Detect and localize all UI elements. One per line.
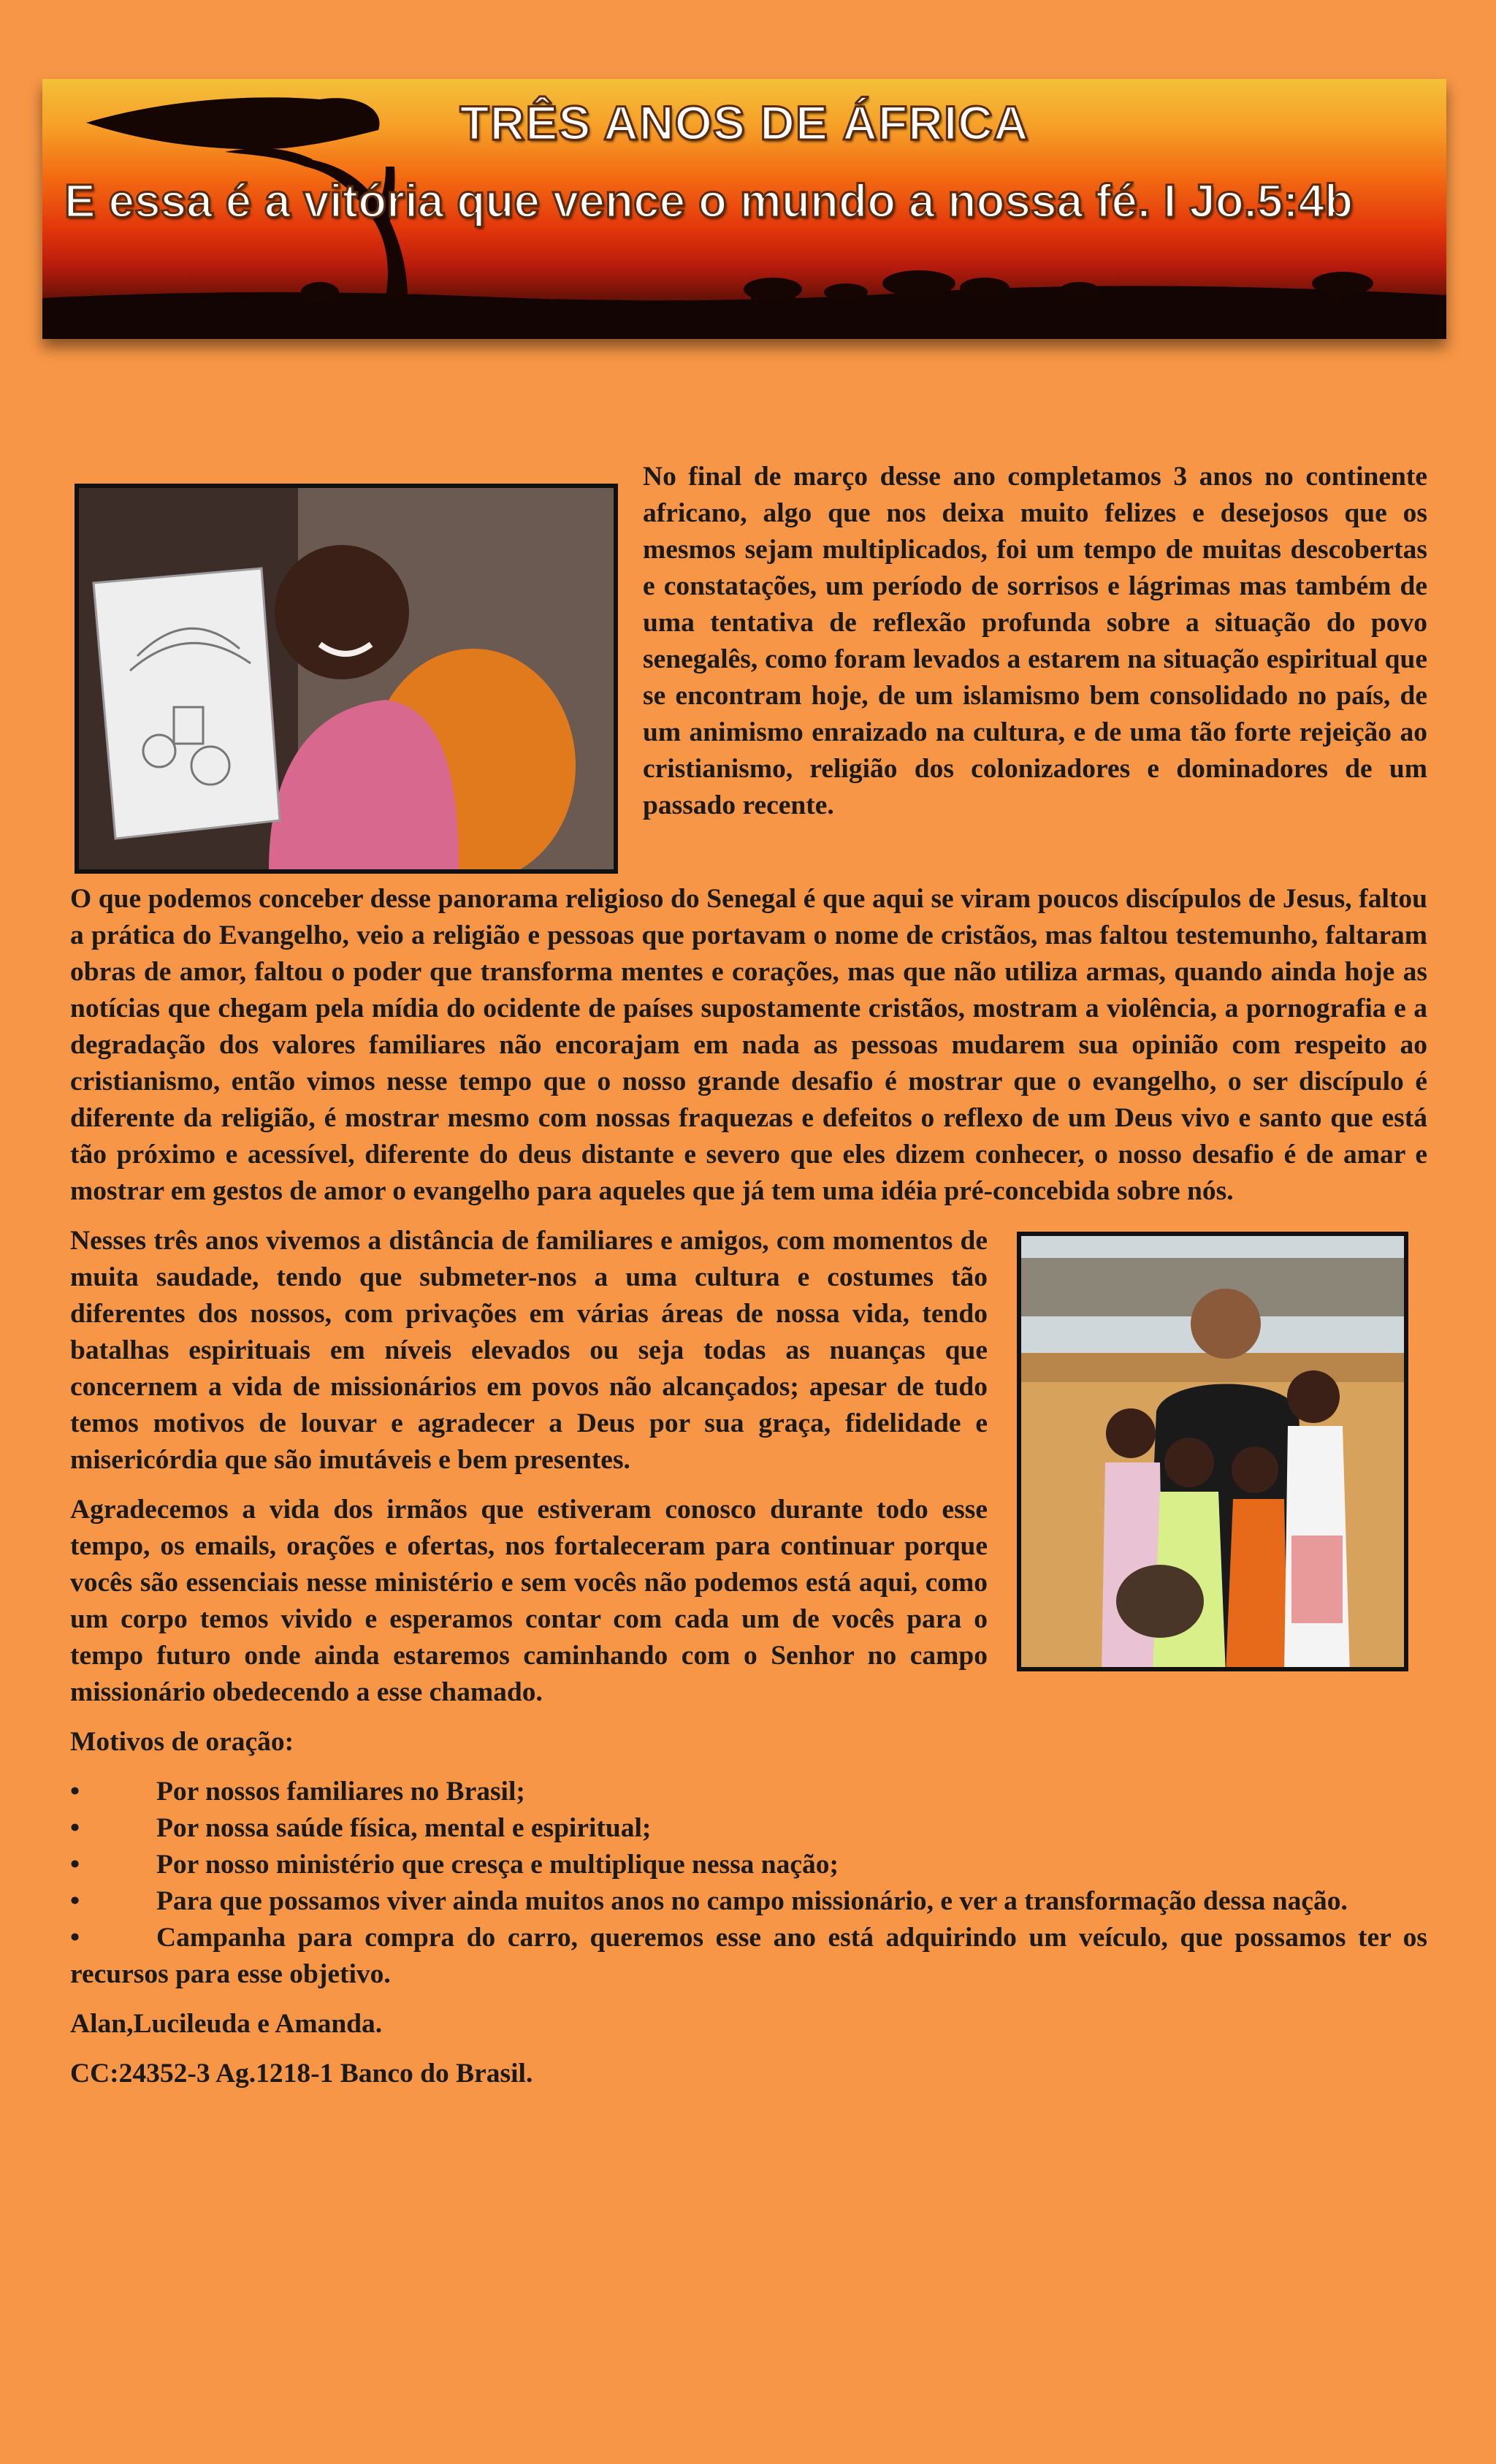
prayer-heading: Motivos de oração: [70, 1727, 294, 1757]
photo-girl-with-drawing [75, 484, 618, 874]
bullet-icon: • [70, 1777, 80, 1807]
banner-verse: E essa é a vitória que vence o mundo a nossa fé. I Jo.5:4b [64, 175, 1354, 227]
header-banner [42, 79, 1446, 339]
list-item: • Por nossos familiares no Brasil; [70, 1774, 1427, 1810]
list-item: • Para que possamos viver ainda muitos anos no campo missionário, e ver a transformação dessa nação. [70, 1883, 1427, 1920]
photo-group-children [1017, 1232, 1408, 1671]
list-item: • Por nosso ministério que cresça e multiplique nessa nação; [70, 1847, 1427, 1883]
paragraph-1: No final de março desse ano completamos 3 anos no continente africano, algo que nos deixa muito felizes e desejosos que os mesmos sejam multiplicados, foi um tempo de muitas descobertas e constatações, um período de sorrisos e lágrimas mas também de uma tentativa de reflexão profunda sobre a situação do povo senegalês, como foram levados a estarem na situação espiritual que se encontram hoje, de um islamismo bem consolidado no país, de um animismo enraizado na cultura, e de uma tão forte rejeição ao cristianismo, religião dos colonizadores e dominadores de um passado recente. [643, 462, 1427, 820]
bullet-icon: • [70, 1813, 80, 1843]
list-item: • Por nossa saúde física, mental e espiritual; [70, 1810, 1427, 1847]
paragraph-4: Agradecemos a vida dos irmãos que estiveram conosco durante todo esse tempo, os emails, orações e ofertas, nos fortaleceram para continuar porque vocês são essenciais nesse ministério e sem vocês não podemos está aqui, como um corpo temos vivido e esperamos contar com cada um de vocês para o tempo futuro onde ainda estaremos caminhando com o Senhor no campo missionário obedecendo a esse chamado. [70, 1495, 988, 1707]
bullet-icon: • [70, 1850, 80, 1880]
signature: Alan,Lucileuda e Amanda. [70, 2009, 383, 2039]
paragraph-2: O que podemos conceber desse panorama religioso do Senegal é que aqui se viram poucos discípulos de Jesus, faltou a prática do Evangelho, veio a religião e pessoas que portavam o nome de cristãos, mas faltou testemunho, faltaram obras de amor, faltou o poder que transforma mentes e corações, mas que não utiliza armas, quando ainda hoje as notícias que chegam pela mídia do ocidente de países supostamente cristãos, mostram a violência, a pornografia e a degradação dos valores familiares não encorajam em nada as pessoas mudarem sua opinião com respeito ao cristianismo, então vimos nesse tempo que o nosso grande desafio é mostrar que o evangelho, o ser discípulo é diferente da religião, é mostrar mesmo com nossas fraquezas e defeitos o reflexo de um Deus vivo e santo que está tão próximo e acessível, diferente do deus distante e severo que eles dizem conhecer, o nosso desafio é de amar e mostrar em gestos de amor o evangelho para aqueles que já tem uma idéia pré-concebida sobre nós. [70, 884, 1427, 1206]
paragraph-3: Nesses três anos vivemos a distância de familiares e amigos, com momentos de muita saudade, tendo que submeter-nos a uma cultura e costumes tão diferentes dos nossos, com privações em várias áreas de nossa vida, tendo batalhas espirituais em níveis elevados ou seja todas as nuanças que concernem a vida de missionários em povos não alcançados; apesar de tudo temos motivos de louvar e agradecer a Deus por sua graça, fidelidade e misericórdia que são imutáveis e bem presentes. [70, 1226, 988, 1475]
prayer-list [70, 1774, 1427, 1993]
bullet-icon: • [70, 1886, 80, 1916]
banner-title: TRÊS ANOS DE ÁFRICA [459, 96, 1029, 150]
bullet-icon: • [70, 1923, 80, 1953]
list-item: • Campanha para compra do carro, queremos esse ano está adquirindo um veículo, que possamos ter os recursos para esse objetivo. [70, 1920, 1427, 1993]
bank-details: CC:24352-3 Ag.1218-1 Banco do Brasil. [70, 2059, 533, 2089]
article-body [70, 459, 1427, 2105]
